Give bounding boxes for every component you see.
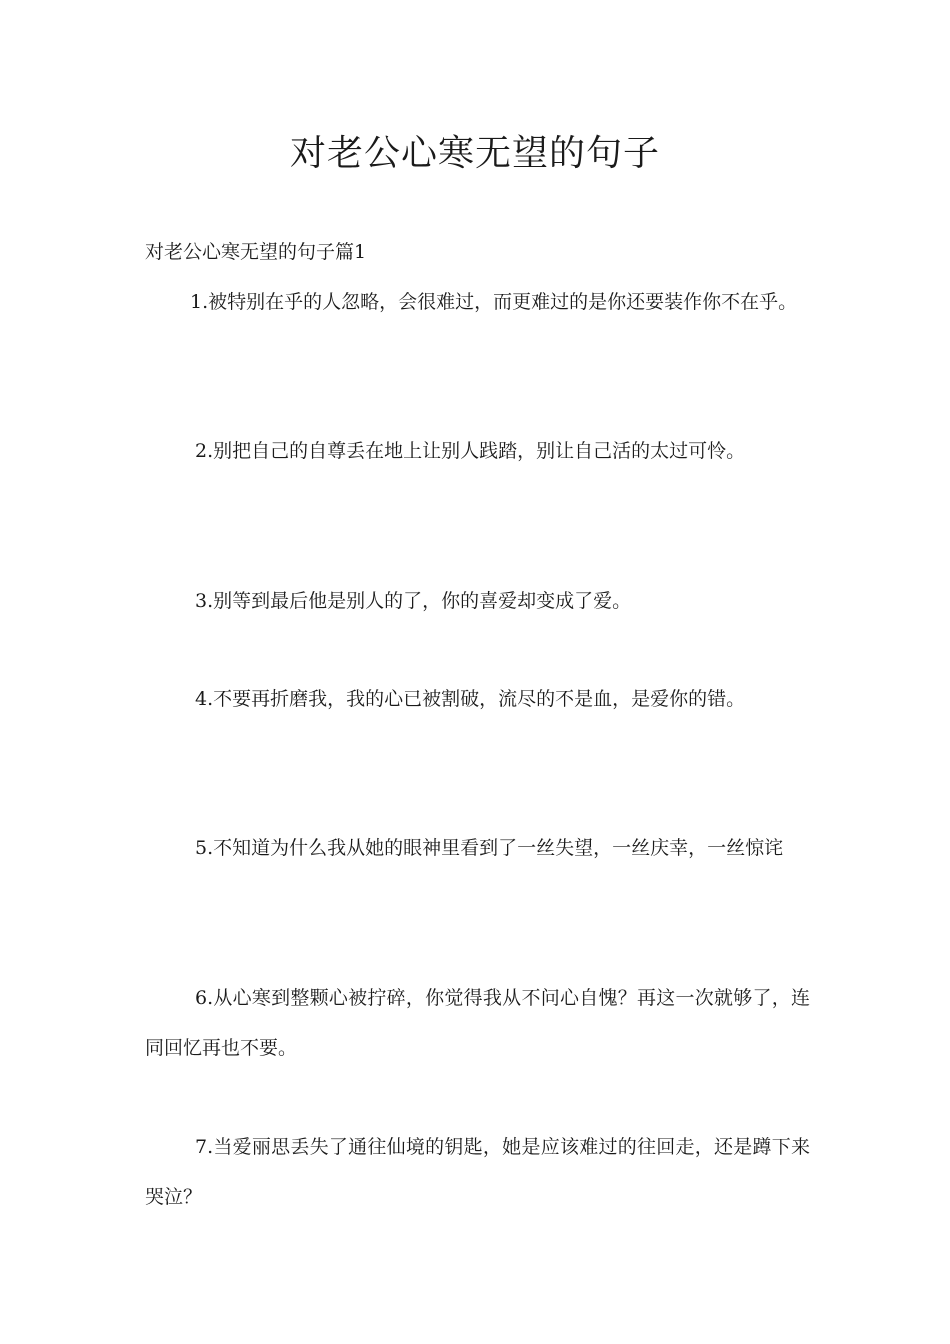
list-item: 2.别把自己的自尊丢在地上让别人践踏，别让自己活的太过可怜。 xyxy=(195,440,746,462)
list-item: 5.不知道为什么我从她的眼神里看到了一丝失望，一丝庆幸，一丝惊诧 xyxy=(195,837,784,859)
list-item: 1.被特别在乎的人忽略，会很难过，而更难过的是你还要装作你不在乎。 xyxy=(190,291,798,313)
list-item: 3.别等到最后他是别人的了，你的喜爱却变成了爱。 xyxy=(195,590,632,612)
list-item: 7.当爱丽思丢失了通往仙境的钥匙，她是应该难过的往回走，还是蹲下来哭泣？ xyxy=(145,1136,810,1208)
list-item: 6.从心寒到整颗心被拧碎，你觉得我从不问心自愧？再这一次就够了，连同回忆再也不要。 xyxy=(145,987,810,1059)
section-heading: 对老公心寒无望的句子篇1 xyxy=(145,241,367,263)
document-title: 对老公心寒无望的句子 xyxy=(289,133,660,174)
list-item: 4.不要再折磨我，我的心已被割破，流尽的不是血，是爱你的错。 xyxy=(195,688,746,710)
